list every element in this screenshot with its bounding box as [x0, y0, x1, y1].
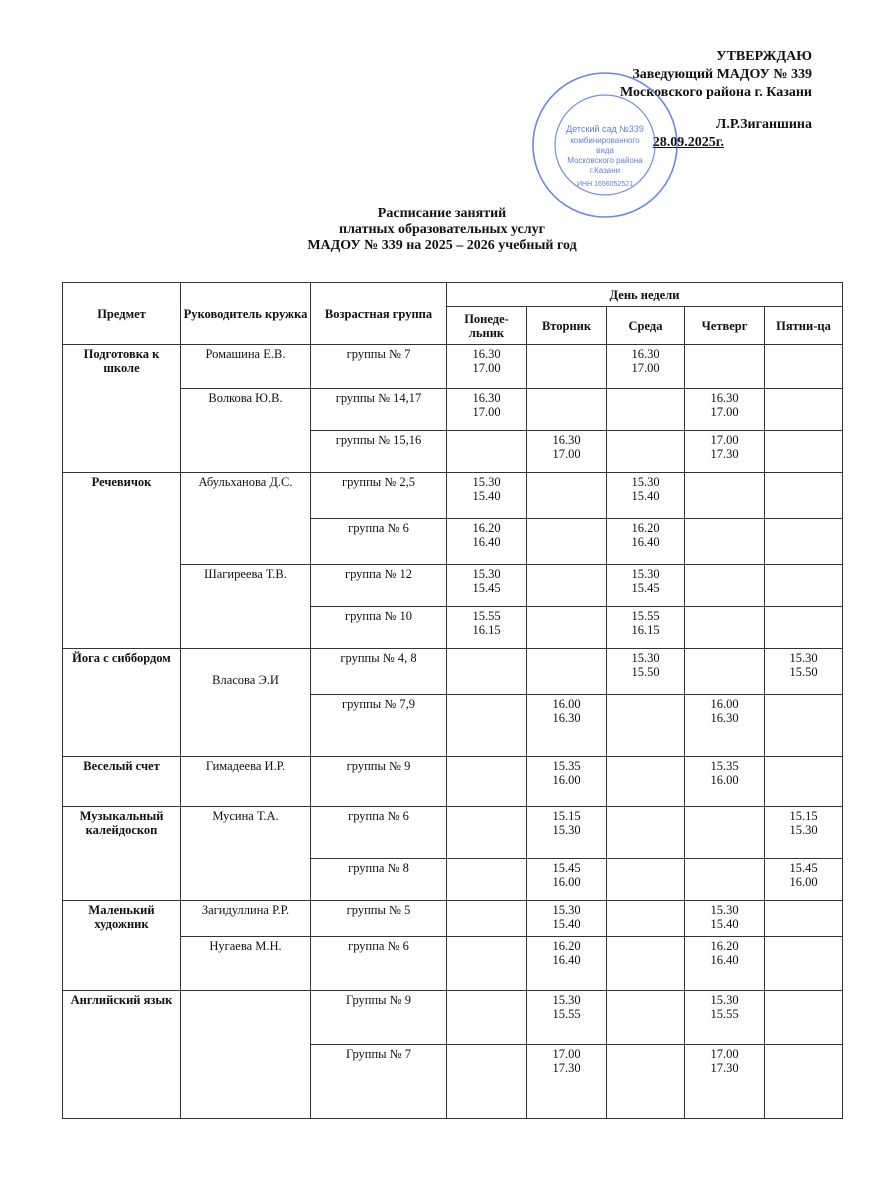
time-value: 16.40 — [631, 535, 660, 549]
time-cell — [607, 695, 685, 757]
time-value: 16.20 — [472, 521, 501, 535]
time-value: 15.30 — [631, 567, 660, 581]
approval-title: УТВЕРЖДАЮ — [716, 49, 812, 64]
time-value: 16.15 — [472, 623, 501, 637]
time-cell — [607, 1045, 685, 1119]
group-cell: группы № 9 — [311, 757, 447, 807]
time-value: 15.40 — [710, 917, 739, 931]
time-cell — [685, 389, 765, 431]
time-value: 16.00 — [552, 875, 581, 889]
time-cell — [447, 649, 527, 695]
subject-cell: Подготовка к школе — [63, 345, 181, 473]
time-value: 15.30 — [631, 651, 660, 665]
time-value: 16.30 — [552, 711, 581, 725]
leader-cell — [181, 991, 311, 1119]
time-value: 15.40 — [631, 489, 660, 503]
time-cell — [527, 607, 607, 649]
leader-cell: Волкова Ю.В. — [181, 389, 311, 473]
title-line-2: платных образовательных услуг — [339, 222, 545, 237]
stamp-line-3: вида — [596, 146, 614, 155]
time-cell — [765, 565, 843, 607]
time-cell — [527, 565, 607, 607]
title-line-1: Расписание занятий — [377, 206, 507, 221]
time-cell — [685, 345, 765, 389]
time-cell — [607, 519, 685, 565]
time-value: 15.30 — [472, 475, 501, 489]
time-cell — [447, 1045, 527, 1119]
time-cell — [447, 937, 527, 991]
time-cell — [607, 757, 685, 807]
time-cell — [765, 807, 843, 859]
time-cell — [607, 473, 685, 519]
day-header: Среда — [607, 307, 685, 345]
approval-signature: Л.Р.Зиганшина — [715, 117, 812, 132]
time-cell — [765, 859, 843, 901]
time-value: 15.30 — [631, 475, 660, 489]
time-cell — [765, 695, 843, 757]
col-subject-header: Предмет — [63, 283, 181, 345]
time-cell — [447, 757, 527, 807]
time-cell — [447, 991, 527, 1045]
time-value: 15.55 — [710, 1007, 739, 1021]
time-value: 15.45 — [552, 861, 581, 875]
time-value: 16.40 — [710, 953, 739, 967]
table-row — [63, 473, 843, 519]
time-value: 15.40 — [552, 917, 581, 931]
time-cell — [765, 431, 843, 473]
table-row — [63, 807, 843, 859]
time-value: 15.50 — [631, 665, 660, 679]
time-cell — [447, 695, 527, 757]
time-value: 15.30 — [552, 823, 581, 837]
time-value: 16.30 — [710, 391, 739, 405]
time-cell — [447, 473, 527, 519]
time-value: 15.30 — [552, 903, 581, 917]
time-value: 16.30 — [631, 347, 660, 361]
time-cell — [685, 649, 765, 695]
group-cell: группа № 6 — [311, 937, 447, 991]
time-cell — [527, 389, 607, 431]
group-cell: группа № 10 — [311, 607, 447, 649]
time-cell — [765, 519, 843, 565]
stamp-line-2: комбинированного — [570, 136, 640, 145]
approval-position: Заведующий МАДОУ № 339 — [632, 67, 812, 82]
leader-cell: Ромашина Е.В. — [181, 345, 311, 389]
time-value: 15.55 — [472, 609, 501, 623]
time-value: 15.55 — [631, 609, 660, 623]
day-header: Четверг — [685, 307, 765, 345]
time-cell — [607, 649, 685, 695]
time-value: 15.45 — [631, 581, 660, 595]
leader-cell: Власова Э.И — [181, 649, 311, 757]
time-cell — [685, 991, 765, 1045]
time-value: 15.30 — [789, 823, 818, 837]
time-value: 16.30 — [472, 391, 501, 405]
group-cell: группы № 7 — [311, 345, 447, 389]
time-cell — [447, 607, 527, 649]
group-cell: Группы № 9 — [311, 991, 447, 1045]
stamp-line-1: Детский сад №339 — [566, 124, 644, 134]
time-value: 16.00 — [552, 697, 581, 711]
time-value: 16.30 — [472, 347, 501, 361]
day-header: Вторник — [527, 307, 607, 345]
time-value: 15.35 — [710, 759, 739, 773]
group-cell: группы № 7,9 — [311, 695, 447, 757]
time-value: 15.15 — [552, 809, 581, 823]
approval-date: 28.09.2025г. — [652, 135, 724, 150]
time-cell — [527, 1045, 607, 1119]
group-cell: группа № 12 — [311, 565, 447, 607]
leader-cell: Нугаева М.Н. — [181, 937, 311, 991]
time-cell — [607, 937, 685, 991]
subject-cell: Маленький художник — [63, 901, 181, 991]
time-cell — [527, 345, 607, 389]
time-value: 16.40 — [472, 535, 501, 549]
time-value: 15.30 — [472, 567, 501, 581]
time-cell — [607, 345, 685, 389]
group-cell: Группы № 7 — [311, 1045, 447, 1119]
stamp-line-5: г.Казани — [589, 166, 621, 175]
time-value: 15.45 — [472, 581, 501, 595]
time-value: 16.40 — [552, 953, 581, 967]
time-value: 16.20 — [710, 939, 739, 953]
time-value: 17.00 — [472, 361, 501, 375]
time-cell — [685, 695, 765, 757]
time-value: 17.30 — [710, 1061, 739, 1075]
time-cell — [765, 1045, 843, 1119]
stamp-inn: ИНН 1656052521 — [576, 181, 634, 188]
stamp-line-4: Московского района — [567, 156, 643, 165]
approval-district: Московского района г. Казани — [619, 85, 812, 100]
time-cell — [447, 901, 527, 937]
time-value: 16.00 — [552, 773, 581, 787]
time-cell — [527, 519, 607, 565]
time-cell — [527, 859, 607, 901]
time-value: 16.15 — [631, 623, 660, 637]
group-cell: группы № 4, 8 — [311, 649, 447, 695]
time-cell — [527, 991, 607, 1045]
time-cell — [685, 519, 765, 565]
subject-cell: Музыкальный калейдоскоп — [63, 807, 181, 901]
subject-cell: Английский язык — [63, 991, 181, 1119]
time-value: 17.00 — [710, 433, 739, 447]
col-group-header: Возрастная группа — [311, 283, 447, 345]
time-cell — [607, 901, 685, 937]
time-cell — [607, 607, 685, 649]
time-value: 17.00 — [552, 447, 581, 461]
subject-cell: Веселый счет — [63, 757, 181, 807]
group-cell: группа № 8 — [311, 859, 447, 901]
time-cell — [685, 565, 765, 607]
time-value: 17.30 — [552, 1061, 581, 1075]
time-cell — [447, 345, 527, 389]
time-cell — [765, 901, 843, 937]
group-cell: группы № 15,16 — [311, 431, 447, 473]
time-cell — [685, 1045, 765, 1119]
leader-cell: Абульханова Д.С. — [181, 473, 311, 565]
time-cell — [527, 431, 607, 473]
time-value: 17.30 — [710, 447, 739, 461]
leader-cell: Мусина Т.А. — [181, 807, 311, 901]
table-row — [63, 991, 843, 1045]
table-row — [63, 649, 843, 695]
subject-cell: Йога с сиббордом — [63, 649, 181, 757]
time-cell — [685, 859, 765, 901]
group-cell: группы № 14,17 — [311, 389, 447, 431]
title-line-3: МАДОУ № 339 на 2025 – 2026 учебный год — [307, 238, 577, 253]
time-cell — [527, 901, 607, 937]
leader-cell: Гимадеева И.Р. — [181, 757, 311, 807]
time-cell — [765, 389, 843, 431]
time-cell — [607, 389, 685, 431]
time-value: 17.00 — [710, 1047, 739, 1061]
col-leader-header: Руководитель кружка — [181, 283, 311, 345]
leader-cell: Загидуллина Р.Р. — [181, 901, 311, 937]
stamp-seal — [530, 70, 680, 220]
time-cell — [527, 807, 607, 859]
time-cell — [447, 859, 527, 901]
time-cell — [765, 607, 843, 649]
time-cell — [527, 473, 607, 519]
time-value: 15.50 — [789, 665, 818, 679]
table-row — [63, 757, 843, 807]
time-cell — [685, 901, 765, 937]
time-cell — [765, 473, 843, 519]
time-value: 16.20 — [631, 521, 660, 535]
time-cell — [607, 859, 685, 901]
time-cell — [685, 757, 765, 807]
time-value: 15.30 — [789, 651, 818, 665]
time-cell — [447, 807, 527, 859]
time-cell — [685, 807, 765, 859]
time-cell — [607, 431, 685, 473]
time-cell — [685, 937, 765, 991]
time-cell — [527, 649, 607, 695]
time-value: 15.40 — [472, 489, 501, 503]
time-cell — [607, 565, 685, 607]
group-cell: группа № 6 — [311, 807, 447, 859]
time-value: 17.00 — [631, 361, 660, 375]
time-value: 16.20 — [552, 939, 581, 953]
time-cell — [685, 431, 765, 473]
time-value: 17.00 — [552, 1047, 581, 1061]
time-cell — [527, 757, 607, 807]
time-cell — [685, 473, 765, 519]
time-cell — [607, 807, 685, 859]
document-title — [0, 206, 872, 254]
time-cell — [527, 937, 607, 991]
time-value: 16.00 — [789, 875, 818, 889]
time-cell — [765, 649, 843, 695]
schedule-table — [62, 282, 843, 1119]
leader-cell: Шагиреева Т.В. — [181, 565, 311, 649]
group-cell: группы № 5 — [311, 901, 447, 937]
time-cell — [765, 757, 843, 807]
time-value: 17.00 — [472, 405, 501, 419]
time-value: 15.30 — [710, 903, 739, 917]
table-row — [63, 345, 843, 389]
time-cell — [447, 519, 527, 565]
time-value: 15.30 — [552, 993, 581, 1007]
group-cell: группа № 6 — [311, 519, 447, 565]
time-value: 16.00 — [710, 697, 739, 711]
time-value: 16.00 — [710, 773, 739, 787]
time-cell — [765, 345, 843, 389]
group-cell: группы № 2,5 — [311, 473, 447, 519]
time-value: 15.55 — [552, 1007, 581, 1021]
time-value: 16.30 — [552, 433, 581, 447]
time-cell — [607, 991, 685, 1045]
day-header: Понеде-льник — [447, 307, 527, 345]
time-cell — [765, 937, 843, 991]
col-days-header: День недели — [447, 283, 843, 307]
time-value: 15.30 — [710, 993, 739, 1007]
time-cell — [527, 695, 607, 757]
time-cell — [447, 431, 527, 473]
time-value: 16.30 — [710, 711, 739, 725]
time-value: 15.45 — [789, 861, 818, 875]
time-cell — [765, 991, 843, 1045]
time-value: 15.15 — [789, 809, 818, 823]
time-value: 17.00 — [710, 405, 739, 419]
time-cell — [447, 565, 527, 607]
time-value: 15.35 — [552, 759, 581, 773]
day-header: Пятни-ца — [765, 307, 843, 345]
table-row — [63, 901, 843, 937]
subject-cell: Речевичок — [63, 473, 181, 649]
time-cell — [685, 607, 765, 649]
time-cell — [447, 389, 527, 431]
